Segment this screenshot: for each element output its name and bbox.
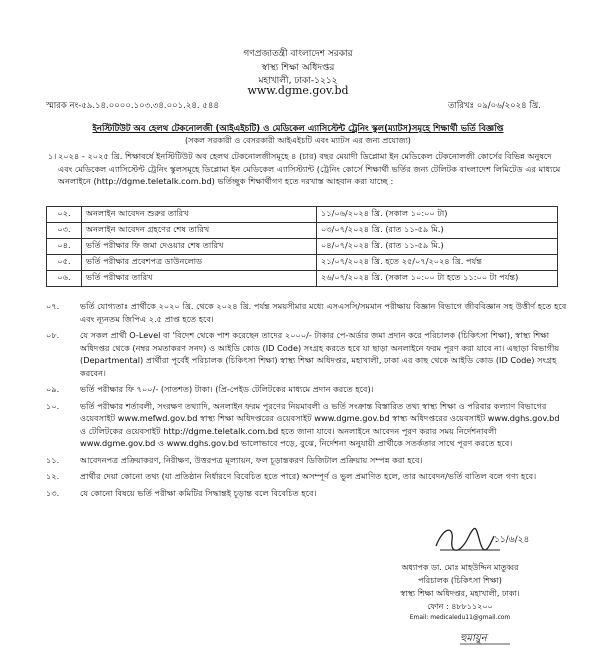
handwritten-text: হুমায়ুন — [460, 633, 487, 644]
notice-item-text: ভর্তি পরীক্ষার ফি ৭০০/- (সাতশত) টাকা। (প্রি-পেইড টেলিটকের মাধ্যমে প্রদান করতে হবে)। — [80, 384, 374, 394]
notice-item-number: ০৭. — [46, 301, 60, 311]
notice-items — [46, 300, 568, 503]
notice-item — [46, 400, 568, 450]
notice-item-number: ১০. — [46, 400, 60, 411]
notice-item-number: ১২. — [46, 471, 60, 481]
schedule-row-value: ০৩/০৭/২০২৪ খ্রি. (রাত ১১-৫৯ মি.) — [317, 223, 558, 239]
schedule-table — [46, 206, 558, 287]
schedule-row-value: ২৬/০৭/২০২৪ খ্রি. (সকাল ১০:০০ টা হতে ১১:০০ টা পর্যন্ত) — [317, 271, 558, 287]
notice-item-number: ০৯. — [46, 384, 60, 394]
header-website[interactable]: www.dgme.gov.bd — [247, 84, 349, 97]
notice-date: তারিখঃ ০৯/০৬/২০২৪ খ্রি. — [448, 101, 541, 111]
schedule-row-value: ১১/০৬/২০২৪ খ্রি. (সকাল ১০:০০ টা) — [317, 207, 558, 223]
header-government: গণপ্রজাতন্ত্রী বাংলাদেশ সরকার — [243, 49, 353, 59]
schedule-row-number: ০৪. — [47, 239, 82, 255]
notice-item — [46, 383, 568, 396]
intro-text: ২০২৪ - ২০২৫ খ্রি. শিক্ষাবর্ষে ইনস্টিটিউট অব হেলথ টেকনোলজীসমূহে ৪ (চার) বছর মেয়াদী ডিপ্লোমা ইন মেডিকেল টেকনোলজী কোর্সের বিভিন্ন অনুষদে এবং মেডিকেল এ্যাসিস্টেন্ট ট্রেনিং স্কুলসমূহে ডিপ্লোমা ইন মেডিকেল এ্যাসিস্ট্যান্ট (ট্রেনিং কোর্সে শিক্ষার্থী ভর্তির জন্য টেলিটক বাংলাদেশ লিমিটেড এর মাধ্যমে অনলাইনে (http://dgme.teletalk.com.bd) ভর্তিচ্ছুক শিক্ষার্থীগণ হতে দরখাস্ত আহবান করা যাচ্ছে : — [58, 151, 561, 186]
memo-number: স্মারক নং-৫৯.১৪.০০০০.১০৩.৩৪.০০১.২৪. ৫৪৪ — [46, 101, 219, 111]
schedule-row-label: অনলাইন আবেদন গ্রহণের শেষ তারিখ — [82, 223, 317, 239]
schedule-row-value: ০৪/০৭/২০২৪ খ্রি. (রাত ১১-৫৯ মি.) — [317, 239, 558, 255]
notice-item — [46, 454, 568, 467]
schedule-row-label: ভর্তি পরীক্ষার প্রবেশপত্র ডাউনলোড — [82, 255, 317, 271]
notice-item-text: প্রার্থীর দেয়া কোনো তথ্য (যা প্রতিষ্ঠান নির্ধারণে বিবেচিত হতে পারে) অসম্পূর্ণ ও ভুল প্রমাণিত হলে, তার আবেদন/ভর্তি বাতিল বলে গণ্য হবে। — [80, 471, 537, 481]
header-address: মহাখালী, ঢাকা-১২১২ — [258, 76, 338, 86]
signer-role: পরিচালক (চিকিৎসা শিক্ষা) — [418, 576, 502, 585]
notice-item-text: ভর্তি পরীক্ষার শর্তাবলী, সংরক্ষণ তথ্যাদি, অনলাইন ফরম পূরণের নিয়মাবলী ও ভর্তি সংক্রান্ত বিস্তারিত তথ্য স্বাস্থ্য শিক্ষা ও পরিবার কল্যাণ বিভাগের ওয়েবসাইট www.mefwd.gov.bd স্বাস্থ্য শিক্ষা অধিদপ্তরের ওয়েবসাইট www.dgme.gov.bd স্বাস্থ্য অধিদপ্তরের ওয়েবসাইট www.dghs.gov.bd ও টেলিটকের ওয়েবসাইট http://dgme.teletalk.com.bd হতে জানা যাবে। অনলাইনে আবেদন পূরণ করার সময় নির্দেশনাবলী www.dgme.gov.bd ও www.dghs.gov.bd ভালোভাবে পড়ে, বুঝে, নির্দেশনা অনুযায়ী প্রার্থীকে সতর্কতার সাথে পূরণ করতে হবে। — [80, 400, 560, 448]
notice-title: ইনস্টিটিউট অব হেলথ টেকনোলজী (আইএইচটি) ও মেডিকেল এ্যাসিস্টেন্ট ট্রেনিং স্কুল(ম্যাটস)সমূহে শিক্ষার্থী ভর্তি বিজ্ঞপ্তি — [92, 124, 504, 134]
schedule-row-number: ০২. — [47, 207, 82, 223]
schedule-row — [47, 255, 558, 271]
signer-name: অধ্যাপক ডা. মোঃ মাহউদ্দিন মাতুব্বর — [401, 563, 519, 572]
notice-item — [46, 470, 568, 483]
signature-date: ১১/৬/২৪ — [494, 535, 530, 545]
schedule-row-value: ২১/০৭/২০২৪ খ্রি. হতে ২৫/০৭/২০২৪ খ্রি. পর্যন্ত — [317, 255, 558, 271]
notice-item-text: আবেদনপত্র প্রক্রিয়াকরণ, নিরীক্ষণ, উত্তরপত্র মূল্যায়ন, ফল চূড়ান্তকরণ ডিজিটাল প্রক্রিয়ায় সম্পন্ন করা হবে। — [80, 454, 423, 465]
schedule-row — [47, 271, 558, 287]
notice-item-number: ১৩. — [46, 487, 60, 498]
schedule-row-number: ০৩. — [47, 223, 82, 239]
signer-phone: ফোন : ৪৮৮১১২০০ — [427, 602, 493, 611]
signer-office: স্বাস্থ্য শিক্ষা অধিদপ্তর, মহাখালী, ঢাকা। — [400, 589, 520, 598]
notice-item — [46, 329, 568, 379]
schedule-row — [47, 207, 558, 223]
handwritten-initials — [456, 628, 516, 646]
schedule-row — [47, 223, 558, 239]
notice-item-number: ০৮. — [46, 330, 60, 340]
signature-image — [430, 520, 530, 560]
header-department: স্বাস্থ্য শিক্ষা অধিদপ্তর — [261, 63, 335, 73]
notice-item-text: যে সকল প্রার্থী O-Level বা 'বিদেশ থেকে পাশ করেছেন তাদের ২০০০/- টাকার পে-অর্ডার জমা প্রদান করে পরিচালক (চিকিৎসা শিক্ষা), স্বাস্থ্য শিক্ষা অধিদপ্তর থেকে (নম্বর সমতাকরণ সনদ) ও আইডি কোড (ID Code) সংগ্রহ করতে হবে যা ছাড়া অনলাইনে ফরম পূরণ করা যাবে না। এছাড়া বিভাগীয় (Departmental) প্রার্থীরা পূর্বেই পরিচালক (চিকিৎসা শিক্ষা) স্বাস্থ্য শিক্ষা অধিদপ্তর, মহাখালী, ঢাকা এর কাছ থেকে আইডি কোড (ID Code) সংগ্রহ করবেন। — [80, 330, 560, 378]
schedule-row-label: ভর্তি পরীক্ষার ফি জমা দেওয়ার শেষ তারিখ — [82, 239, 317, 255]
notice-subtitle: (সকল সরকারী ও বেসরকারী আইএইচটি এবং ম্যাটস এর জন্য প্রযোজ্য) — [185, 136, 411, 145]
schedule-row-label: অনলাইন আবেদন শুরুর তারিখ — [82, 207, 317, 223]
intro-number: ১। — [48, 151, 57, 161]
notice-item — [46, 487, 568, 500]
notice-item-number: ১১. — [46, 454, 60, 465]
schedule-row — [47, 239, 558, 255]
schedule-row-number: ০৬. — [47, 271, 82, 287]
notice-item-text: যে কোনো বিষয়ে ভর্তি পরীক্ষা কমিটির সিদ্ধান্তই চূড়ান্ত বলে বিবেচিত হবে। — [80, 487, 317, 498]
notice-item-text: ভর্তি যোগ্যতাঃ প্রার্থীকে ২০২০ খ্রি. থেকে ২০২৪ খ্রি. পর্যন্ত সময়সীমার মধ্যে এসএসসি/সমমান পরীক্ষায় বিজ্ঞান বিভাগে জীববিজ্ঞান সহ উত্তীর্ণ হতে হবে এবং ন্যূনতম জিপিএ ২.৫ প্রাপ্ত হতে হবে। — [80, 301, 567, 324]
signer-email[interactable]: Email: medicaledu11@gmail.com — [409, 614, 511, 621]
intro-paragraph — [48, 150, 568, 188]
schedule-row-label: ভর্তি পরীক্ষার তারিখ — [82, 271, 317, 287]
notice-item — [46, 300, 568, 325]
schedule-row-number: ০৫. — [47, 255, 82, 271]
